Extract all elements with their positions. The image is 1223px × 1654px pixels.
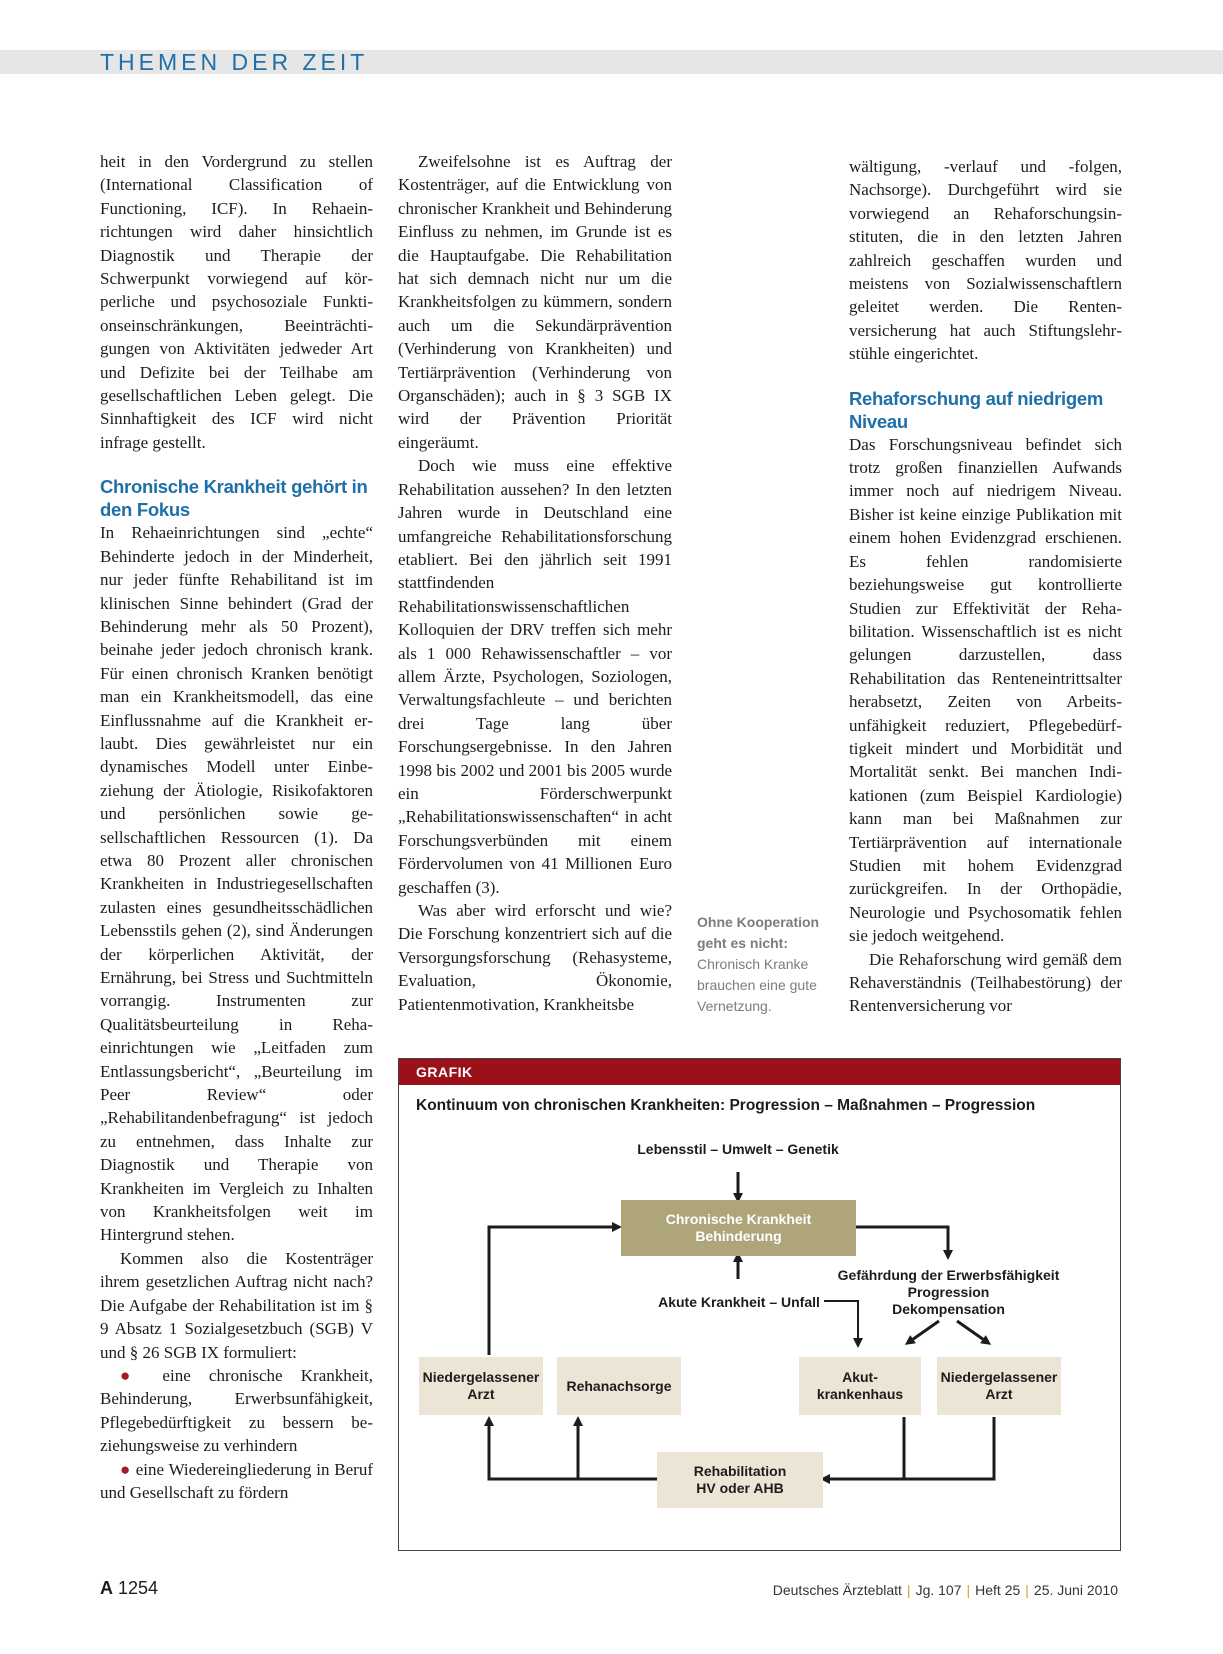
- subheading: Chronische Krankheit gehört in den Fokus: [100, 476, 368, 521]
- arrow-reha-to-arzt1: [489, 1421, 657, 1479]
- caption-title: Ohne Kooperation geht es nicht:: [697, 914, 820, 951]
- section-title: THEMEN DER ZEIT: [100, 49, 369, 75]
- box-niedergelassener-arzt-1: Niedergelassener Arzt: [419, 1357, 543, 1415]
- box-akutkrankenhaus: Akut- krankenhaus: [799, 1357, 921, 1415]
- grafik-label: GRAFIK: [416, 1064, 473, 1080]
- arrow-chronisch-to-gefaehrdung: [856, 1227, 948, 1255]
- caption-text: Chronisch Kranke brauchen eine gute Vernetzung.: [697, 956, 817, 1014]
- box-niedergelassener-arzt-2: Niedergelassener Arzt: [937, 1357, 1061, 1415]
- paragraph: Die Rehaforschung wird gemäß dem Rehaverständnis (Teilhabestörung) der Rentenversicherung vor: [849, 949, 1122, 1016]
- paragraph: Doch wie muss eine effektive Rehabilitation aussehen? In den letzten Jahren wurde in Deutschland eine umfangreiche Rehabilitationsforschung etabliert. Bei den jährlich seit 1991 stattfindenden Rehabilitationswissenschaftlichen Kolloquien der DRV treffen sich mehr als 1 000 Rehawissenschaftler – vor allem Ärzte, Psychologen, Soziologen, Verwaltungsfachleute – und berichten drei Tage lang über Forschungsergebnisse. In den Jahren 1998 bis 2002 und 2001 bis 2005 wurde ein Förderschwerpunkt „Rehabilitationswissenschaften“ in acht Forschungsverbünden mit einem Fördervolumen von 41 Millionen Euro geschaffen (3).: [398, 456, 672, 897]
- journal-name: Deutsches Ärzteblatt: [772, 1582, 902, 1598]
- grafik-diagram: [398, 1058, 1121, 1551]
- paragraph: wältigung, -verlauf und -folgen, Nachsorge). Durchgeführt wird sie vorwiegend an Rehaforschungsinstituten, die in den letzten Jahren zahlreich geschaffen wurden und meistens von Sozialwissenschaftlern geleitet werden. Die Rentenversicherung hat auch Stiftungslehrstühle eingerichtet.: [849, 157, 1122, 364]
- bullet-icon: ●: [120, 1459, 131, 1479]
- paragraph: Kommen also die Kostenträger ihrem gesetzlichen Auftrag nicht nach? Die Aufgabe der Rehabilitation ist im § 9 Absatz 1 Sozialgesetzbuch (SGB) V und § 26 SGB IX formuliert:: [100, 1248, 373, 1362]
- akute-krankheit-label: Akute Krankheit – Unfall: [658, 1294, 820, 1310]
- bullet-text: eine chronische Krankheit, Behinderung, Erwerbsunfähigkeit, Pflegebedürftigkeit zu bessern beziehungsweise zu verhindern: [100, 1365, 373, 1456]
- box-rehabilitation: Rehabilitation HV oder AHB: [657, 1452, 823, 1508]
- journal-date: 25. Juni 2010: [1033, 1582, 1118, 1598]
- paragraph: Das Forschungsniveau befindet sich trotz großen finanziellen Aufwands immer noch auf niedrigem Niveau. Bisher ist keine einzige Publikation mit einem hohen Evidenzgrad erschienen. Es fehlen randomisierte beziehungsweise gut kontrollierte Studien zur Effektivität der Rehabilitation. Wissenschaftlich ist es nicht gelungen darzustellen, dass Rehabilitation das Renteneintrittsalter herabsetzt, Zeiten von Arbeitsunfähigkeit reduziert, Pflegebedürftigkeit mindert und Morbidität und Mortalität senkt. Bei manchen Indikationen (zum Beispiel Kardiologie) kann man bei Maßnahmen zur Tertiärprävention auf internationale Studien mit hohem Evidenzgrad zurückgreifen. In der Orthopädie, Neurologie und Psychosomatik fehlen sie jedoch weitgehend.: [849, 434, 1122, 946]
- arrow-arzt2-to-reha: [825, 1417, 994, 1479]
- arrow-gefaehrdung-to-krankenhaus: [909, 1321, 939, 1342]
- arrow-gefaehrdung-to-arzt2: [957, 1321, 987, 1342]
- journal-issue: Heft 25: [975, 1582, 1021, 1598]
- bullet-text: eine Wiedereingliederung in Beruf und Gesellschaft zu fördern: [100, 1459, 373, 1502]
- article-column-3: [849, 155, 1122, 1018]
- journal-volume: Jg. 107: [915, 1582, 962, 1598]
- article-column-2: [398, 150, 672, 1016]
- bullet-item: [100, 1458, 373, 1505]
- article-column-1: [100, 150, 373, 1504]
- journal-info: Deutsches Ärzteblatt | Jg. 107 | Heft 25 | 25. Juni 2010: [772, 1582, 1118, 1598]
- box-rehanachsorge: Rehanachsorge: [557, 1357, 681, 1415]
- bullet-icon: ●: [120, 1365, 145, 1385]
- paragraph: Was aber wird erforscht und wie? Die Forschung konzentriert sich auf die Versorgungsforschung (Rehasysteme, Evaluation, Ökonomie, Patientenmotivation, Krankheitsbe: [398, 901, 672, 1014]
- box-chronische-krankheit: Chronische Krankheit Behinderung: [621, 1200, 856, 1256]
- image-caption: [697, 912, 827, 1017]
- page-number: A 1254: [100, 1578, 159, 1598]
- bullet-item: [100, 1364, 373, 1458]
- paragraph: In Rehaeinrichtungen sind „echte“ Behinderte jedoch in der Minderheit, nur jeder fünfte Rehabilitand ist im klinischen Sinne behindert (Grad der Behinderung mehr als 50 Prozent), beinahe jeder jedoch chronisch krank. Für einen chronisch Kranken benötigt man ein Krankheitsmodell, das eine Einflussnahme auf die Krankheit erlaubt. Dies gewährleistet nur ein dynamisches Modell unter Einbeziehung der Ätiologie, Risikofaktoren und persönlichen sowie gesellschaftlichen Ressourcen (1). Da etwa 80 Prozent aller chronischen Krankheiten in Industriegesellschaften zulasten eines gesundheitsschädlichen Lebensstils gehen (2), sind Änderungen der körperlichen Aktivität, der Ernährung, bei Stress und Suchtmitteln vorrangig. Instrumenten zur Qualitätsbeurteilung in Rehaeinrichtungen wie „Leitfaden zum Entlassungsbericht“, „Beurteilung im Peer Review“ oder „Rehabilitandenbefragung“ ist jedoch zu entnehmen, dass Inhalte zur Diagnostik und Therapie von Krankheiten im Vergleich zu Inhalten von Krankheitsfolgen weit im Hintergrund stehen.: [100, 523, 373, 1245]
- paragraph: heit in den Vordergrund zu stellen (International Classification of Functioning, ICF). In Rehaeinrichtungen wird daher hinsichtlich Diagnostik und Therapie der Schwerpunkt vorwiegend auf körperliche und psychosoziale Funktionseinschränkungen, Beeinträchtigungen von Aktivitäten jedweder Art und Defizite bei der Teilhabe am gesellschaftlichen Leben gelegt. Die Sinnhaftigkeit des ICF wird nicht infrage gestellt.: [100, 152, 373, 452]
- paragraph: Zweifelsohne ist es Auftrag der Kostenträger, auf die Entwicklung von chronischer Krankheit und Behinderung Einfluss zu nehmen, im Grunde ist es die Hauptaufgabe. Die Rehabilitation hat sich demnach nicht nur um die Krankheitsfolgen zu kümmern, sondern auch um die Sekundärprävention (Verhinderung von Krankheiten) und Tertiärprävention (Verhinderung von Organschäden); auch in § 3 SGB IX wird der Prävention Priorität eingeräumt.: [398, 152, 672, 452]
- arrow-arzt1-to-chronisch: [489, 1227, 617, 1355]
- gefaehrdung-label: Gefährdung der Erwerbsfähigkeit Progression Dekompensation: [837, 1267, 1060, 1317]
- lebensstil-label: Lebensstil – Umwelt – Genetik: [637, 1141, 839, 1157]
- subheading: Rehaforschung auf niedrigem Niveau: [849, 387, 1104, 432]
- grafik-title: Kontinuum von chronischen Krankheiten: Progression – Maßnahmen – Progression: [416, 1097, 1036, 1114]
